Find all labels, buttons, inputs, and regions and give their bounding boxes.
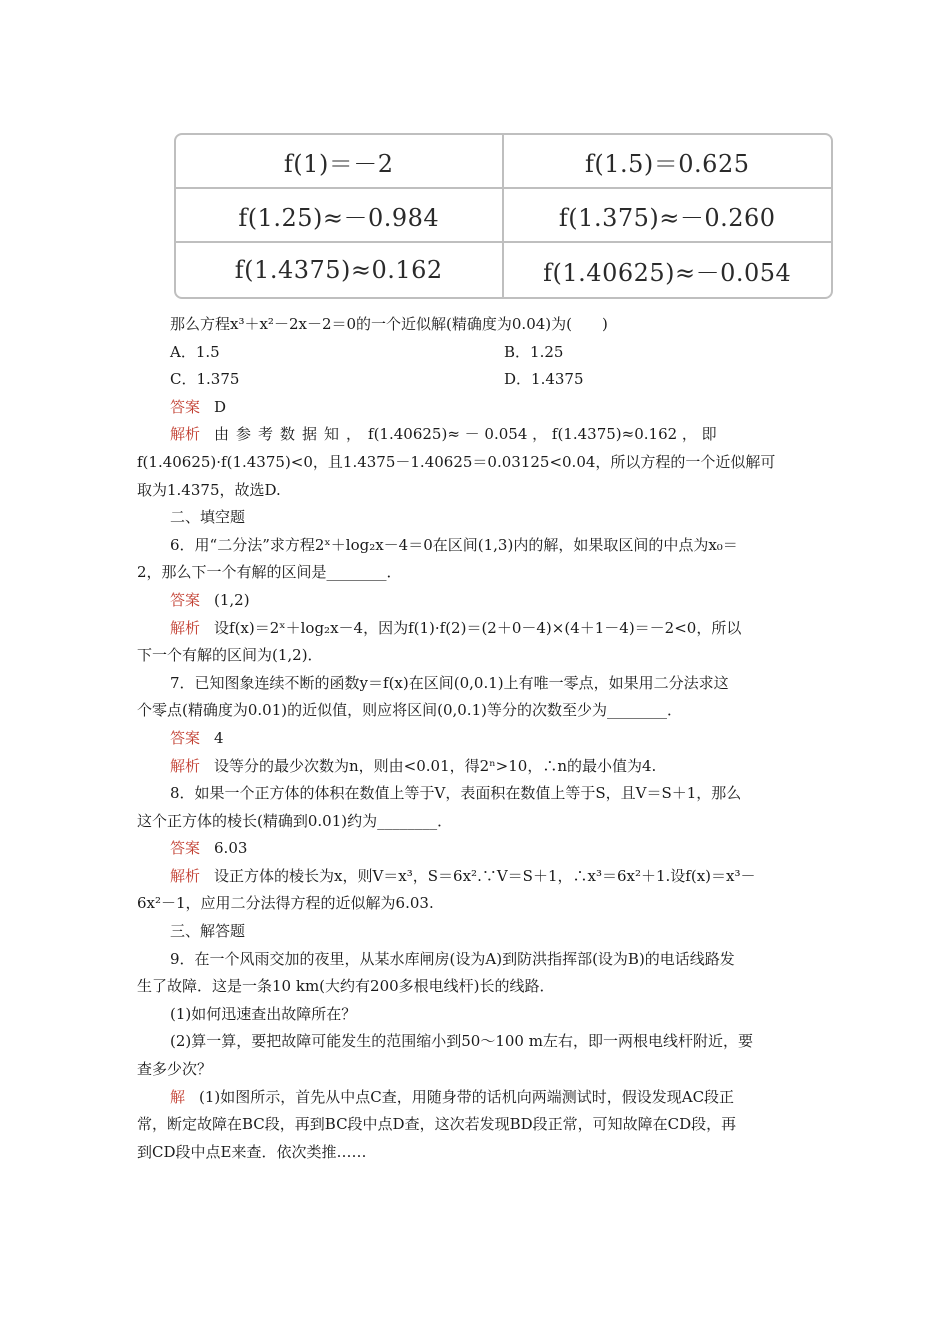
q9-solution-line: 常，断定故障在BC段，再到BC段中点D查，这次若发现BD段正常，可知故障在CD段，再 (137, 1115, 737, 1134)
analysis-label: 解析 (170, 618, 201, 637)
function-values-table (174, 133, 833, 299)
option-a: A．1.5 (170, 342, 220, 361)
analysis-label: 解析 (170, 866, 201, 885)
table-cell: f(1.4375)≈0.162 (176, 243, 504, 297)
q9-solution-line (137, 1084, 817, 1112)
analysis-label: 解析 (170, 425, 201, 444)
q5-options (137, 339, 817, 394)
q6-analysis-line (137, 615, 817, 643)
analysis-text: 设正方体的棱长为x，则V＝x³，S＝6x².∵V＝S＋1，∴x³＝6x²＋1.设f(x)＝x³－ (214, 866, 756, 885)
q6-answer (137, 587, 817, 615)
q8-answer (137, 835, 817, 863)
q5-analysis-line: f(1.40625)·f(1.4375)<0，且1.4375－1.40625＝0.03125<0.04，所以方程的一个近似解可 (137, 452, 776, 471)
q7-stem: 个零点(精确度为0.01)的近似值，则应将区间(0,0.1)等分的次数至少为________． (137, 701, 682, 720)
option-d: D．1.4375 (504, 370, 584, 389)
answer-label: 答案 (170, 397, 201, 416)
q8-stem: 这个正方体的棱长(精确到0.01)约为________． (137, 811, 453, 830)
q7-stem: 7．已知图象连续不断的函数y＝f(x)在区间(0,0.1)上有唯一零点，如果用二分法求这 (170, 673, 729, 692)
analysis-text: f(1.40625)≈ － 0.054 ， f(1.4375)≈0.162 ， 即 (368, 425, 717, 444)
q9-part: (1)如何迅速查出故障所在？ (170, 1004, 357, 1023)
option-b: B．1.25 (504, 342, 564, 361)
q7-answer (137, 725, 817, 753)
answer-value: 6.03 (214, 839, 248, 858)
document-body (137, 311, 817, 1166)
table-cell: f(1.25)≈－0.984 (176, 189, 504, 243)
analysis-text: 设等分的最少次数为n，则由<0.01，得2ⁿ>10，∴n的最小值为4. (214, 756, 657, 775)
solution-label: 解 (170, 1087, 186, 1106)
q6-analysis-line: 下一个有解的区间为(1,2)． (137, 646, 323, 665)
analysis-text: 由参考数据知， (214, 425, 369, 444)
section-heading: 二、填空题 (170, 508, 246, 527)
q5-answer (137, 394, 817, 422)
answer-value: (1,2) (214, 590, 250, 609)
table-cell: f(1.5)＝0.625 (504, 135, 832, 189)
q8-analysis-line (137, 863, 817, 891)
q9-solution-line: 到CD段中点E来查．依次类推…… (137, 1142, 367, 1161)
q5-stem: 那么方程x³＋x²－2x－2＝0的一个近似解(精确度为0.04)为( ) (170, 315, 608, 333)
answer-label: 答案 (170, 590, 201, 609)
q5-analysis-line (137, 421, 817, 449)
q5-analysis-line: 取为1.4375，故选D. (137, 480, 281, 499)
section-heading: 三、解答题 (170, 922, 246, 941)
table-cell: f(1.40625)≈－0.054 (543, 258, 792, 287)
option-c: C．1.375 (170, 370, 240, 389)
analysis-text: 设f(x)＝2ˣ＋log₂x－4，因为f(1)·f(2)＝(2＋0－4)×(4＋1－4)＝－2<0，所以 (214, 618, 742, 637)
q8-stem: 8．如果一个正方体的体积在数值上等于V，表面积在数值上等于S，且V＝S＋1，那么 (170, 784, 742, 803)
answer-label: 答案 (170, 839, 201, 858)
table-cell: f(1.375)≈－0.260 (504, 189, 832, 243)
q6-stem: 6．用“二分法”求方程2ˣ＋log₂x－4＝0在区间(1,3)内的解，如果取区间的中点为x₀＝ (170, 535, 738, 554)
q9-part: 查多少次？ (137, 1060, 213, 1079)
answer-value: 4 (214, 728, 224, 747)
q9-part: (2)算一算，要把故障可能发生的范围缩小到50～100 m左右，即一两根电线杆附近，要 (170, 1032, 753, 1051)
q8-analysis-line: 6x²－1，应用二分法得方程的近似解为6.03. (137, 894, 434, 913)
table-cell: f(1)＝－2 (176, 135, 504, 189)
q6-stem: 2，那么下一个有解的区间是________． (137, 563, 402, 582)
q7-analysis-line (137, 753, 817, 781)
q9-stem: 9．在一个风雨交加的夜里，从某水库闸房(设为A)到防洪指挥部(设为B)的电话线路发 (170, 949, 735, 968)
solution-text: (1)如图所示，首先从中点C查，用随身带的话机向两端测试时，假设发现AC段正 (199, 1087, 735, 1106)
analysis-label: 解析 (170, 756, 201, 775)
answer-label: 答案 (170, 728, 201, 747)
answer-value: D (214, 397, 227, 416)
q9-stem: 生了故障．这是一条10 km(大约有200多根电线杆)长的线路． (137, 977, 555, 996)
